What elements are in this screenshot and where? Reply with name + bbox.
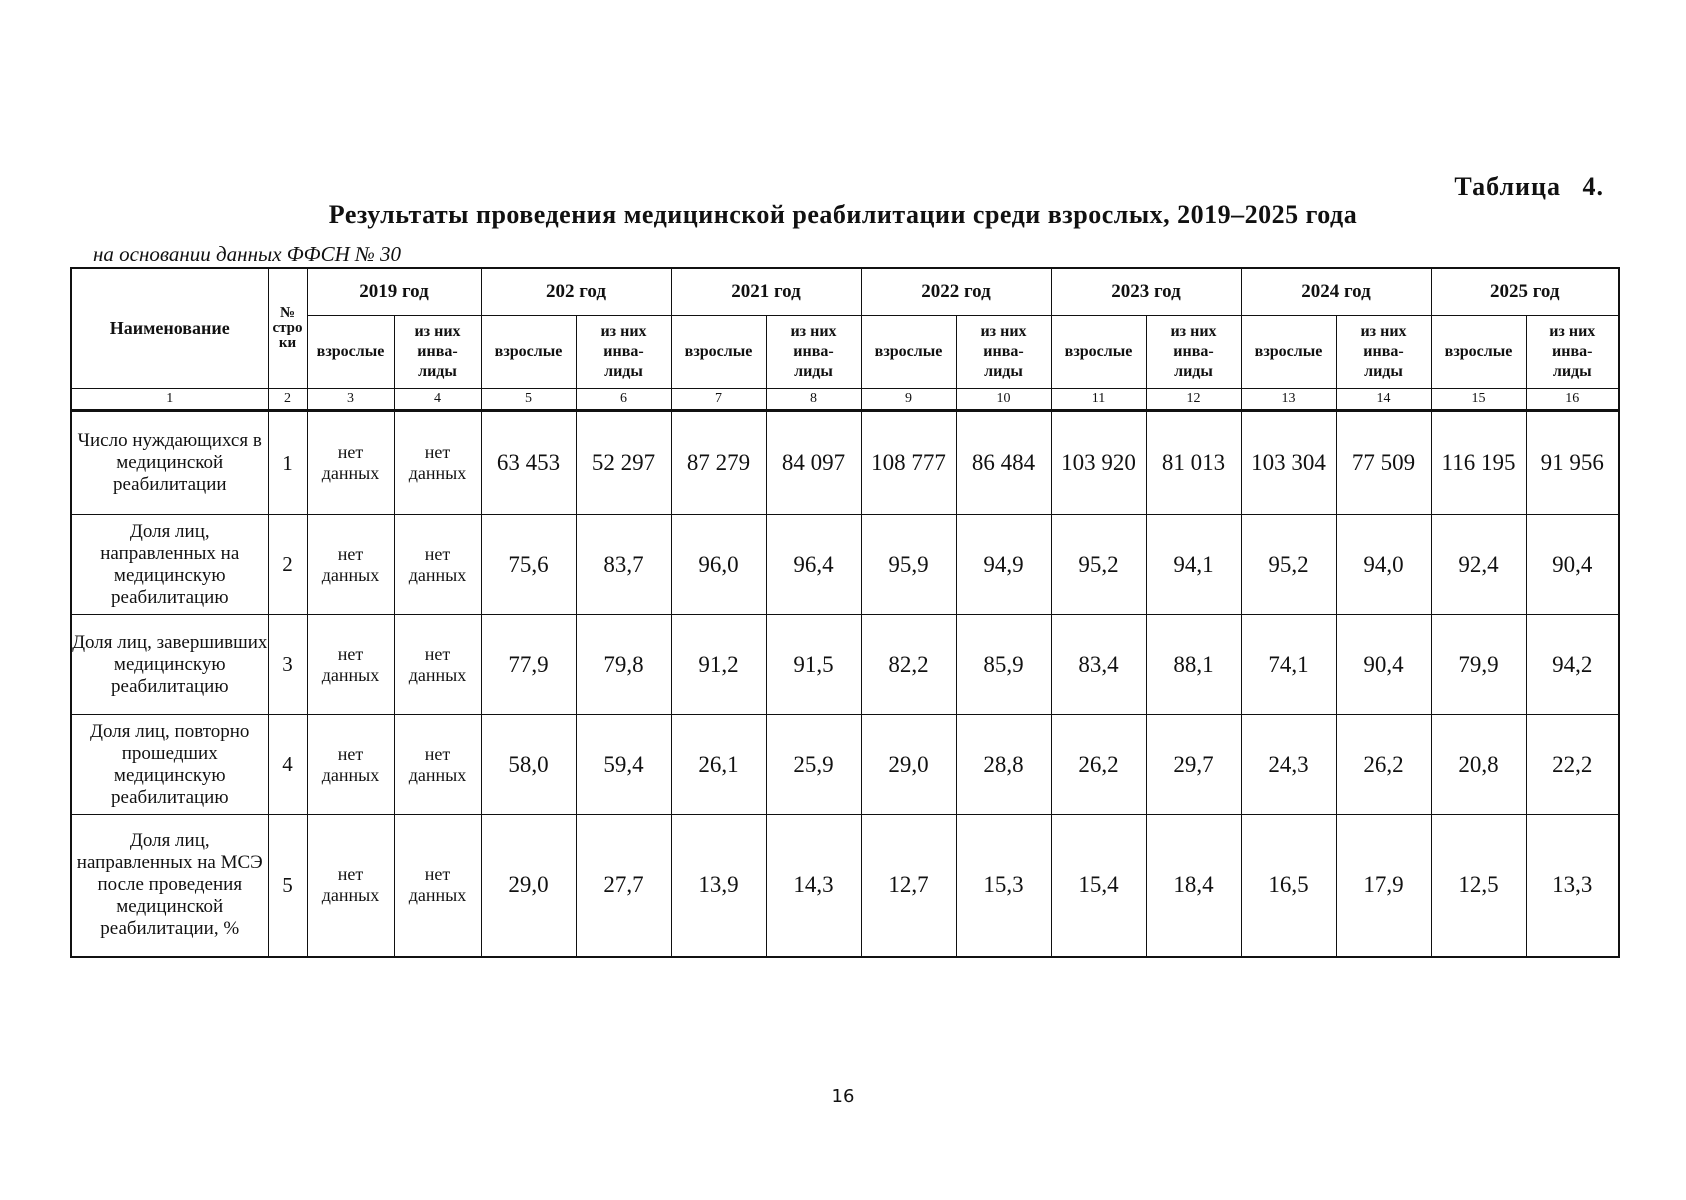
value-cell: 13,3 xyxy=(1526,815,1619,957)
table-row xyxy=(71,815,1619,957)
year-header-row xyxy=(71,268,1619,316)
subheader-disabled-line: из них xyxy=(414,323,461,340)
subheader-disabled xyxy=(956,316,1051,389)
subheader-adults: взрослые xyxy=(307,316,394,389)
value-cell: 29,0 xyxy=(481,815,576,957)
row-number: 1 xyxy=(268,411,307,515)
subheader-disabled-line: из них xyxy=(1170,323,1217,340)
value-cell: 84 097 xyxy=(766,411,861,515)
subheader-disabled-line: лиды xyxy=(1364,363,1403,380)
no-data-cell xyxy=(307,515,394,615)
subheader-disabled xyxy=(766,316,861,389)
no-data-line: нет xyxy=(337,543,364,564)
row-number: 5 xyxy=(268,815,307,957)
table-row xyxy=(71,411,1619,515)
value-cell: 26,1 xyxy=(671,715,766,815)
no-data-line: нет xyxy=(424,543,451,564)
column-index-cell: 3 xyxy=(307,389,394,411)
no-data-cell xyxy=(394,715,481,815)
subheader-adults: взрослые xyxy=(1241,316,1336,389)
no-data-line: данных xyxy=(321,664,380,685)
value-cell: 24,3 xyxy=(1241,715,1336,815)
subheader-disabled xyxy=(394,316,481,389)
subheader-disabled-line: инва- xyxy=(1363,343,1404,360)
value-cell: 85,9 xyxy=(956,615,1051,715)
row-name: Доля лиц, направленных на медицинскую реабилитацию xyxy=(71,515,268,615)
row-number: 4 xyxy=(268,715,307,815)
subheader-disabled-line: лиды xyxy=(794,363,833,380)
no-data-line: данных xyxy=(321,463,380,483)
subheader-disabled xyxy=(1526,316,1619,389)
value-cell: 87 279 xyxy=(671,411,766,515)
value-cell: 63 453 xyxy=(481,411,576,515)
value-cell: 95,2 xyxy=(1051,515,1146,615)
subheader-adults: взрослые xyxy=(671,316,766,389)
table-row xyxy=(71,515,1619,615)
value-cell: 88,1 xyxy=(1146,615,1241,715)
value-cell: 82,2 xyxy=(861,615,956,715)
column-index-cell: 7 xyxy=(671,389,766,411)
year-header-2024: 2024 год xyxy=(1241,268,1431,316)
table-row xyxy=(71,615,1619,715)
value-cell: 86 484 xyxy=(956,411,1051,515)
value-cell: 94,1 xyxy=(1146,515,1241,615)
value-cell: 83,7 xyxy=(576,515,671,615)
value-cell: 95,2 xyxy=(1241,515,1336,615)
subheader-disabled-line: из них xyxy=(1360,323,1407,340)
subheader-disabled-line: лиды xyxy=(984,363,1023,380)
value-cell: 29,0 xyxy=(861,715,956,815)
no-data-cell xyxy=(394,815,481,957)
name-column-header: Наименование xyxy=(71,268,268,389)
rownum-header-line: ки xyxy=(278,335,297,351)
value-cell: 26,2 xyxy=(1336,715,1431,815)
rownum-column-header xyxy=(268,268,307,389)
subheader-adults: взрослые xyxy=(861,316,956,389)
column-index-cell: 9 xyxy=(861,389,956,411)
subheader-disabled xyxy=(576,316,671,389)
value-cell: 12,7 xyxy=(861,815,956,957)
column-index-cell: 12 xyxy=(1146,389,1241,411)
row-number: 2 xyxy=(268,515,307,615)
value-cell: 108 777 xyxy=(861,411,956,515)
value-cell: 96,4 xyxy=(766,515,861,615)
value-cell: 27,7 xyxy=(576,815,671,957)
no-data-line: данных xyxy=(408,764,467,785)
value-cell: 15,4 xyxy=(1051,815,1146,957)
rownum-header-line: стро xyxy=(272,320,303,336)
no-data-line: нет xyxy=(424,864,451,885)
year-header-2021: 2021 год xyxy=(671,268,861,316)
table-label: Таблица 4. xyxy=(1454,172,1604,201)
no-data-line: нет xyxy=(424,743,451,764)
value-cell: 92,4 xyxy=(1431,515,1526,615)
no-data-cell xyxy=(307,615,394,715)
value-cell: 91 956 xyxy=(1526,411,1619,515)
subheader-disabled-line: инва- xyxy=(793,343,834,360)
subheader-disabled-line: из них xyxy=(790,323,837,340)
column-index-cell: 2 xyxy=(268,389,307,411)
value-cell: 25,9 xyxy=(766,715,861,815)
subheader-adults: взрослые xyxy=(1051,316,1146,389)
column-index-cell: 14 xyxy=(1336,389,1431,411)
no-data-cell xyxy=(307,715,394,815)
value-cell: 26,2 xyxy=(1051,715,1146,815)
column-index-cell: 15 xyxy=(1431,389,1526,411)
no-data-line: данных xyxy=(321,885,380,906)
column-index-cell: 1 xyxy=(71,389,268,411)
value-cell: 74,1 xyxy=(1241,615,1336,715)
source-note: на основании данных ФФСН № 30 xyxy=(93,242,402,266)
year-header-2025: 2025 год xyxy=(1431,268,1619,316)
column-index-row xyxy=(71,389,1619,411)
value-cell: 29,7 xyxy=(1146,715,1241,815)
subheader-disabled-line: лиды xyxy=(418,363,457,380)
no-data-line: данных xyxy=(321,564,380,585)
subheader-disabled-line: инва- xyxy=(417,343,458,360)
value-cell: 58,0 xyxy=(481,715,576,815)
value-cell: 79,8 xyxy=(576,615,671,715)
no-data-cell xyxy=(307,411,394,515)
column-index-cell: 8 xyxy=(766,389,861,411)
column-index-cell: 10 xyxy=(956,389,1051,411)
no-data-line: данных xyxy=(408,664,467,685)
value-cell: 20,8 xyxy=(1431,715,1526,815)
column-index-cell: 16 xyxy=(1526,389,1619,411)
subheader-disabled-line: инва- xyxy=(1552,343,1593,360)
table-body xyxy=(71,411,1619,957)
value-cell: 95,9 xyxy=(861,515,956,615)
value-cell: 81 013 xyxy=(1146,411,1241,515)
no-data-cell xyxy=(394,615,481,715)
value-cell: 79,9 xyxy=(1431,615,1526,715)
value-cell: 91,5 xyxy=(766,615,861,715)
rehabilitation-table xyxy=(70,267,1620,958)
column-index-cell: 5 xyxy=(481,389,576,411)
value-cell: 77 509 xyxy=(1336,411,1431,515)
value-cell: 94,9 xyxy=(956,515,1051,615)
subheader-disabled-line: из них xyxy=(600,323,647,340)
subheader-disabled-line: лиды xyxy=(604,363,643,380)
no-data-cell xyxy=(307,815,394,957)
table-row xyxy=(71,715,1619,815)
value-cell: 103 304 xyxy=(1241,411,1336,515)
value-cell: 90,4 xyxy=(1336,615,1431,715)
subheader-disabled-line: из них xyxy=(1549,323,1596,340)
value-cell: 15,3 xyxy=(956,815,1051,957)
no-data-line: нет xyxy=(337,442,364,462)
no-data-line: данных xyxy=(408,885,467,906)
rownum-header-line: № xyxy=(279,305,296,321)
value-cell: 18,4 xyxy=(1146,815,1241,957)
value-cell: 16,5 xyxy=(1241,815,1336,957)
page-title: Результаты проведения медицинской реабилитации среди взрослых, 2019–2025 года xyxy=(328,200,1358,229)
column-index-cell: 11 xyxy=(1051,389,1146,411)
value-cell: 28,8 xyxy=(956,715,1051,815)
year-header-2020: 202 год xyxy=(481,268,671,316)
no-data-cell xyxy=(394,411,481,515)
no-data-line: нет xyxy=(424,643,451,664)
no-data-line: нет xyxy=(337,743,364,764)
year-header-2019: 2019 год xyxy=(307,268,481,316)
no-data-line: нет xyxy=(337,643,364,664)
value-cell: 103 920 xyxy=(1051,411,1146,515)
subheader-adults: взрослые xyxy=(1431,316,1526,389)
value-cell: 17,9 xyxy=(1336,815,1431,957)
no-data-line: данных xyxy=(408,463,467,483)
year-header-2022: 2022 год xyxy=(861,268,1051,316)
subheader-disabled-line: инва- xyxy=(1173,343,1214,360)
no-data-cell xyxy=(394,515,481,615)
value-cell: 83,4 xyxy=(1051,615,1146,715)
subheader-disabled xyxy=(1336,316,1431,389)
row-name: Число нуждающихся в медицинской реабилитации xyxy=(71,411,268,515)
page-number: 16 xyxy=(831,1086,855,1107)
subheader-disabled-line: из них xyxy=(980,323,1027,340)
value-cell: 91,2 xyxy=(671,615,766,715)
value-cell: 77,9 xyxy=(481,615,576,715)
row-name: Доля лиц, повторно прошедших медицинскую реабилитацию xyxy=(71,715,268,815)
subheader-disabled-line: лиды xyxy=(1552,363,1592,380)
column-index-cell: 4 xyxy=(394,389,481,411)
value-cell: 94,0 xyxy=(1336,515,1431,615)
subheader-disabled xyxy=(1146,316,1241,389)
value-cell: 116 195 xyxy=(1431,411,1526,515)
value-cell: 96,0 xyxy=(671,515,766,615)
value-cell: 13,9 xyxy=(671,815,766,957)
column-index-cell: 13 xyxy=(1241,389,1336,411)
year-header-2023: 2023 год xyxy=(1051,268,1241,316)
value-cell: 52 297 xyxy=(576,411,671,515)
value-cell: 14,3 xyxy=(766,815,861,957)
value-cell: 90,4 xyxy=(1526,515,1619,615)
subheader-disabled-line: инва- xyxy=(983,343,1024,360)
no-data-line: нет xyxy=(337,864,364,885)
row-number: 3 xyxy=(268,615,307,715)
subheader-disabled-line: лиды xyxy=(1174,363,1213,380)
value-cell: 22,2 xyxy=(1526,715,1619,815)
no-data-line: данных xyxy=(321,764,380,785)
row-name: Доля лиц, завершивших медицинскую реабилитацию xyxy=(71,615,268,715)
value-cell: 75,6 xyxy=(481,515,576,615)
value-cell: 94,2 xyxy=(1526,615,1619,715)
column-index-cell: 6 xyxy=(576,389,671,411)
no-data-line: нет xyxy=(424,442,451,462)
value-cell: 59,4 xyxy=(576,715,671,815)
row-name: Доля лиц, направленных на МСЭ после проведения медицинской реабилитации, % xyxy=(71,815,268,957)
value-cell: 12,5 xyxy=(1431,815,1526,957)
subheader-adults: взрослые xyxy=(481,316,576,389)
subheader-disabled-line: инва- xyxy=(603,343,644,360)
no-data-line: данных xyxy=(408,564,467,585)
